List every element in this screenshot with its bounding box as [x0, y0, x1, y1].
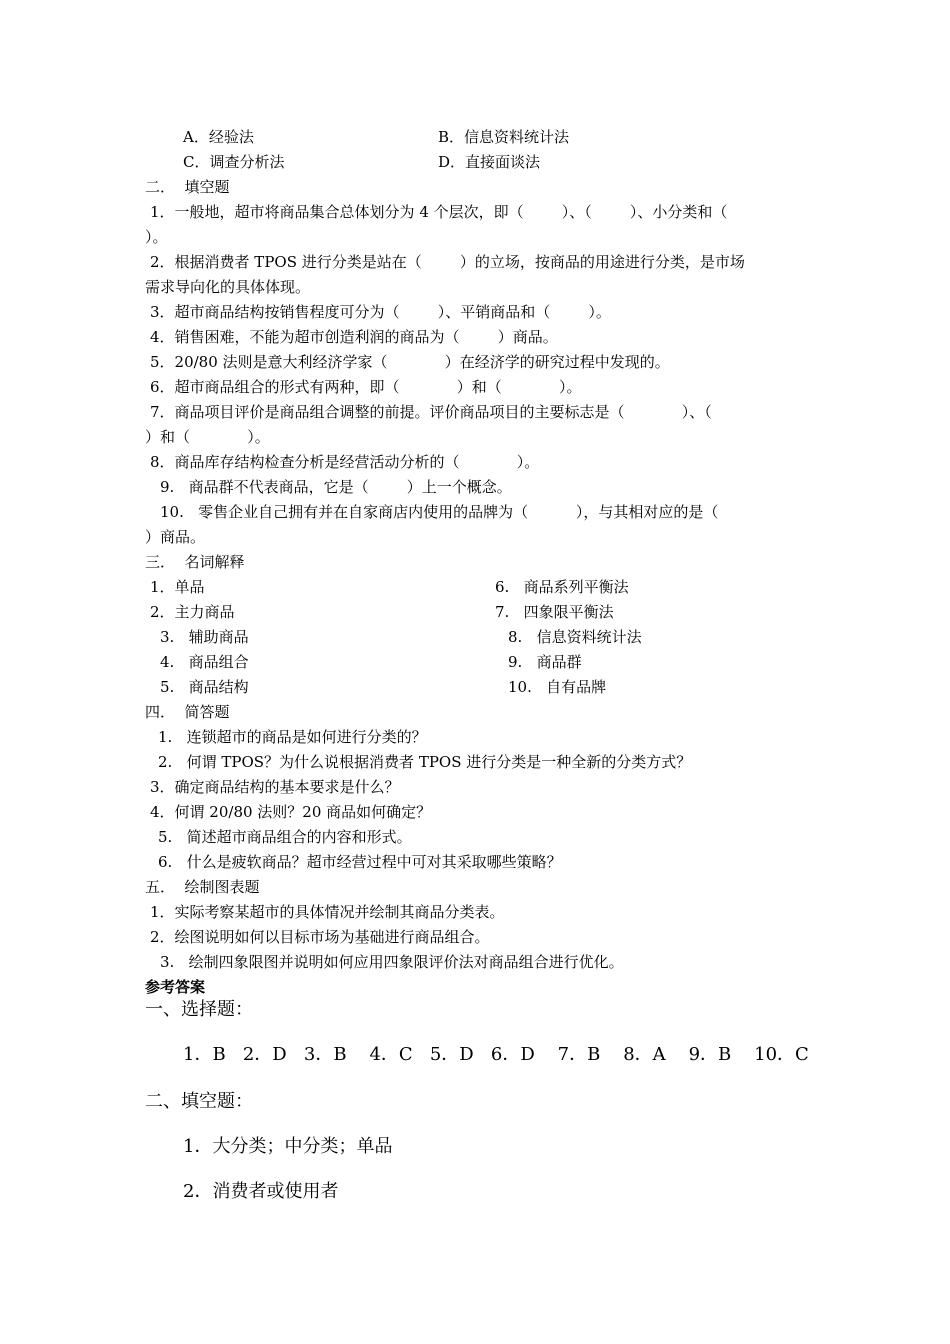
- fill-blank-line: 1．一般地，超市将商品集合总体划分为 4 个层次，即（ ）、（ ）、小分类和（: [150, 203, 728, 221]
- chart-task-item: 2．绘图说明如何以目标市场为基础进行商品组合。: [150, 928, 490, 946]
- fill-blank-line: 9. 商品群不代表商品，它是（ ）上一个概念。: [160, 478, 512, 496]
- answers-fill-heading: 二、填空题：: [145, 1091, 253, 1112]
- fill-blank-line: 6．超市商品组合的形式有两种，即（ ）和（ ）。: [150, 378, 582, 396]
- fill-blank-line: 10. 零售企业自己拥有并在自家商店内使用的品牌为（ ），与其相对应的是（: [160, 503, 719, 521]
- term-item: 2．主力商品: [150, 603, 235, 621]
- short-answer-item: 3．确定商品结构的基本要求是什么？: [150, 778, 400, 796]
- term-item: 5. 商品结构: [160, 678, 249, 696]
- term-item: 4. 商品组合: [160, 653, 249, 671]
- fill-blank-line: 2．根据消费者 TPOS 进行分类是站在（ ）的立场，按商品的用途进行分类，是市场: [150, 253, 745, 271]
- fill-blank-line: 3．超市商品结构按销售程度可分为（ ）、平销商品和（ ）。: [150, 303, 611, 321]
- chart-task-item: 1．实际考察某超市的具体情况并绘制其商品分类表。: [150, 903, 505, 921]
- short-answer-item: 2. 何谓 TPOS？为什么说根据消费者 TPOS 进行分类是一种全新的分类方式？: [158, 753, 692, 771]
- fill-blank-line: 4．销售困难，不能为超市创造利润的商品为（ ）商品。: [150, 328, 558, 346]
- short-answer-item: 6. 什么是疲软商品？超市经营过程中可对其采取哪些策略？: [158, 853, 562, 871]
- option-a: A．经验法: [183, 128, 254, 146]
- short-answer-item: 5. 简述超市商品组合的内容和形式。: [158, 828, 412, 846]
- term-item: 6. 商品系列平衡法: [495, 578, 629, 596]
- fill-blank-line: 5．20/80 法则是意大利经济学家（ ）在经济学的研究过程中发现的。: [150, 353, 670, 371]
- fill-blank-line: 7．商品项目评价是商品组合调整的前提。评价商品项目的主要标志是（ ）、（: [150, 403, 712, 421]
- term-item: 3. 辅助商品: [160, 628, 249, 646]
- answers-title: 参考答案: [145, 978, 206, 996]
- fill-blank-line: 需求导向化的具体体现。: [145, 278, 311, 296]
- short-answer-item: 4．何谓 20/80 法则？20 商品如何确定？: [150, 803, 432, 821]
- term-item: 1．单品: [150, 578, 205, 596]
- term-item: 7. 四象限平衡法: [495, 603, 614, 621]
- term-item: 8. 信息资料统计法: [508, 628, 642, 646]
- answers-fill-line: 1．大分类；中分类；单品: [183, 1136, 393, 1157]
- fill-blank-line: ）和（ ）。: [145, 428, 270, 446]
- short-answer-item: 1. 连锁超市的商品是如何进行分类的？: [158, 728, 427, 746]
- answers-choice-heading: 一、选择题：: [145, 999, 253, 1020]
- section-heading-fill-blank: 二． 填空题: [145, 178, 230, 196]
- fill-blank-line: ）。: [145, 228, 168, 246]
- section-heading-charts: 五． 绘制图表题: [145, 878, 260, 896]
- fill-blank-line: ）商品。: [145, 528, 206, 546]
- term-item: 10. 自有品牌: [508, 678, 607, 696]
- option-b: B．信息资料统计法: [438, 128, 570, 146]
- section-heading-terms: 三． 名词解释: [145, 553, 245, 571]
- answers-choice-line: 1．B 2．D 3．B 4．C 5．D 6．D 7．B 8．A 9．B 10．C: [183, 1044, 809, 1065]
- section-heading-short-answer: 四． 简答题: [145, 703, 230, 721]
- option-d: D．直接面谈法: [438, 153, 541, 171]
- fill-blank-line: 8．商品库存结构检查分析是经营活动分析的（ ）。: [150, 453, 540, 471]
- term-item: 9. 商品群: [508, 653, 582, 671]
- answers-fill-line: 2．消费者或使用者: [183, 1181, 339, 1202]
- chart-task-item: 3. 绘制四象限图并说明如何应用四象限评价法对商品组合进行优化。: [160, 953, 624, 971]
- option-c: C．调查分析法: [183, 153, 285, 171]
